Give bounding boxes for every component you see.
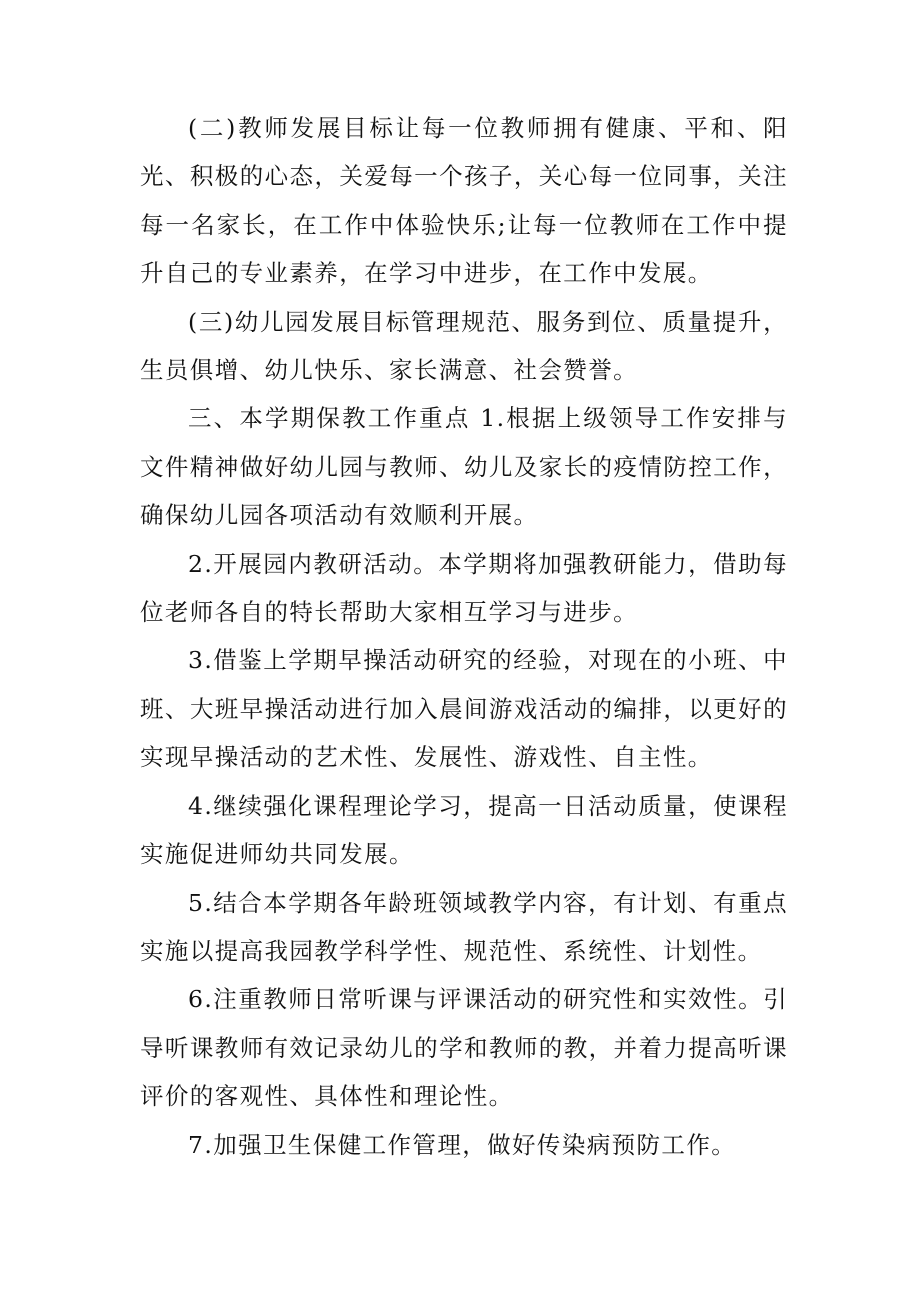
paragraph-item-4: 4.继续强化课程理论学习，提高一日活动质量，使课程实施促进师幼共同发展。 [140, 791, 788, 869]
paragraph-item-5: 5.结合本学期各年龄班领域教学内容，有计划、有重点实施以提高我园教学科学性、规范性、系统性、计划性。 [140, 888, 788, 965]
paragraph-item-6: 6.注重教师日常听课与评课活动的研究性和实效性。引导听课教师有效记录幼儿的学和教师的教，并着力提高听课评价的客观性、具体性和理论性。 [140, 985, 788, 1111]
paragraph-item-2: 2.开展园内教研活动。本学期将加强教研能力，借助每位老师各自的特长帮助大家相互学习与进步。 [140, 549, 788, 627]
document-body [140, 104, 788, 1169]
paragraph-item-7: 7.加强卫生保健工作管理，做好传染病预防工作。 [188, 1130, 737, 1159]
paragraph-semester-focus: 三、本学期保教工作重点 1.根据上级领导工作安排与文件精神做好幼儿园与教师、幼儿及家长的疫情防控工作，确保幼儿园各项活动有效顺利开展。 [140, 404, 788, 530]
paragraph-teacher-goals: (二)教师发展目标让每一位教师拥有健康、平和、阳光、积极的心态，关爱每一个孩子，关心每一位同事，关注每一名家长，在工作中体验快乐;让每一位教师在工作中提升自己的专业素养，在学习中进步，在工作中发展。 [140, 114, 788, 288]
paragraph-item-3: 3.借鉴上学期早操活动研究的经验，对现在的小班、中班、大班早操活动进行加入晨间游戏活动的编排，以更好的实现早操活动的艺术性、发展性、游戏性、自主性。 [140, 646, 788, 772]
paragraph-kindergarten-goals: (三)幼儿园发展目标管理规范、服务到位、质量提升，生员俱增、幼儿快乐、家长满意、社会赞誉。 [140, 307, 788, 385]
